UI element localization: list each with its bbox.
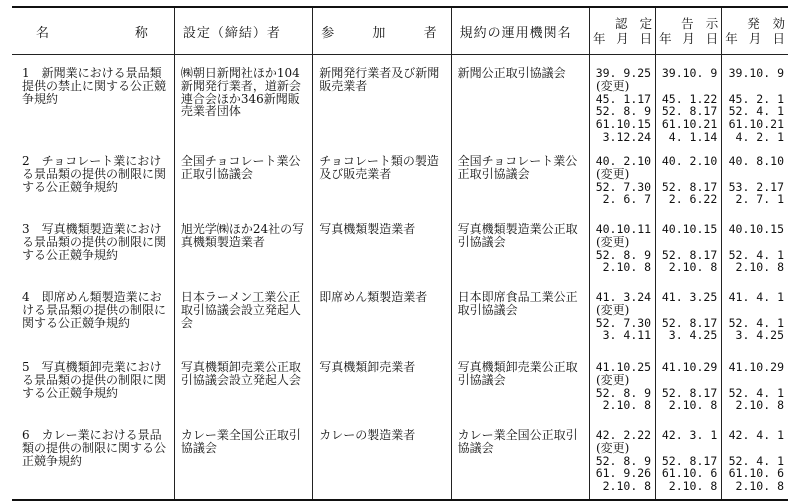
approved-date-cell: 40.10.11 (変更) 52. 8. 9 2.10. 8 bbox=[589, 217, 655, 285]
approved-date-cell: 41.10.25 (変更) 52. 8. 9 2.10. 8 bbox=[589, 355, 655, 423]
organization-cell: カレー業全国公正取引協議会 bbox=[451, 423, 589, 500]
setter-cell: 旭光学㈱ほか24社の写真機類製造業者 bbox=[174, 217, 312, 285]
header-organization: 規約の運用機関名 bbox=[451, 7, 589, 55]
rule-name: 2 チョコレート業における景品類の提供の制限に関する公正競争規約 bbox=[12, 149, 174, 217]
fair-competition-rules-table bbox=[12, 6, 788, 501]
setter-cell: 写真機類卸売業公正取引協議会設立発起人会 bbox=[174, 355, 312, 423]
announced-date-cell: 41.10.29 52. 8.17 2.10. 8 bbox=[656, 355, 722, 423]
header-row bbox=[12, 7, 788, 55]
setter-cell: カレー業全国公正取引協議会 bbox=[174, 423, 312, 500]
table-row bbox=[12, 355, 788, 423]
effective-date-cell: 39.10. 9 45. 2. 1 52. 4. 1 61.10.21 4. 2. 1 bbox=[722, 55, 788, 150]
header-approved-date: 認 定 年 月 日 bbox=[589, 7, 655, 55]
header-announced-date: 告 示 年 月 日 bbox=[656, 7, 722, 55]
organization-cell: 写真機類製造業公正取引協議会 bbox=[451, 217, 589, 285]
header-setter: 設定（締結）者 bbox=[174, 7, 312, 55]
rule-name: 4 即席めん類製造業における景品類の提供の制限に関する公正競争規約 bbox=[12, 285, 174, 355]
header-name: 名 称 bbox=[12, 7, 174, 55]
participants-cell: チョコレート類の製造及び販売業者 bbox=[313, 149, 451, 217]
participants-cell: 写真機類卸売業者 bbox=[313, 355, 451, 423]
table-row bbox=[12, 423, 788, 500]
organization-cell: 新聞公正取引協議会 bbox=[451, 55, 589, 150]
announced-date-cell: 40.10.15 52. 8.17 2.10. 8 bbox=[656, 217, 722, 285]
organization-cell: 写真機類卸売業公正取引協議会 bbox=[451, 355, 589, 423]
announced-date-cell: 42. 3. 1 52. 8.17 61.10. 6 2.10. 8 bbox=[656, 423, 722, 500]
setter-cell: 全国チョコレート業公正取引協議会 bbox=[174, 149, 312, 217]
effective-date-cell: 41. 4. 1 52. 4. 1 3. 4.25 bbox=[722, 285, 788, 355]
effective-date-cell: 40. 8.10 53. 2.17 2. 7. 1 bbox=[722, 149, 788, 217]
participants-cell: 新聞発行業者及び新聞販売業者 bbox=[313, 55, 451, 150]
effective-date-cell: 42. 4. 1 52. 4. 1 61.10. 6 2.10. 8 bbox=[722, 423, 788, 500]
rule-name: 3 写真機類製造業における景品類の提供の制限に関する公正競争規約 bbox=[12, 217, 174, 285]
table-row bbox=[12, 285, 788, 355]
table-row bbox=[12, 55, 788, 150]
announced-date-cell: 39.10. 9 45. 1.22 52. 8.17 61.10.21 4. 1.14 bbox=[656, 55, 722, 150]
participants-cell: 写真機類製造業者 bbox=[313, 217, 451, 285]
rule-name: 5 写真機類卸売業における景品類の提供の制限に関する公正競争規約 bbox=[12, 355, 174, 423]
document-page bbox=[12, 6, 788, 494]
rule-name: 1 新聞業における景品類提供の禁止に関する公正競争規約 bbox=[12, 55, 174, 150]
effective-date-cell: 40.10.15 52. 4. 1 2.10. 8 bbox=[722, 217, 788, 285]
approved-date-cell: 42. 2.22 (変更) 52. 8. 9 61. 9.26 2.10. 8 bbox=[589, 423, 655, 500]
setter-cell: ㈱朝日新聞社ほか104新聞発行業者，道新会連合会ほか346新聞販売業者団体 bbox=[174, 55, 312, 150]
announced-date-cell: 41. 3.25 52. 8.17 3. 4.25 bbox=[656, 285, 722, 355]
organization-cell: 全国チョコレート業公正取引協議会 bbox=[451, 149, 589, 217]
organization-cell: 日本即席食品工業公正取引協議会 bbox=[451, 285, 589, 355]
header-participants: 参 加 者 bbox=[313, 7, 451, 55]
setter-cell: 日本ラーメン工業公正取引協議会設立発起人会 bbox=[174, 285, 312, 355]
approved-date-cell: 39. 9.25 (変更) 45. 1.17 52. 8. 9 61.10.15 3.12.24 bbox=[589, 55, 655, 150]
table-row bbox=[12, 149, 788, 217]
announced-date-cell: 40. 2.10 52. 8.17 2. 6.22 bbox=[656, 149, 722, 217]
table-row bbox=[12, 217, 788, 285]
approved-date-cell: 40. 2.10 (変更) 52. 7.30 2. 6. 7 bbox=[589, 149, 655, 217]
rule-name: 6 カレー業における景品類の提供の制限に関する公正競争規約 bbox=[12, 423, 174, 500]
participants-cell: 即席めん類製造業者 bbox=[313, 285, 451, 355]
approved-date-cell: 41. 3.24 (変更) 52. 7.30 3. 4.11 bbox=[589, 285, 655, 355]
participants-cell: カレーの製造業者 bbox=[313, 423, 451, 500]
header-effective-date: 発 効 年 月 日 bbox=[722, 7, 788, 55]
effective-date-cell: 41.10.29 52. 4. 1 2.10. 8 bbox=[722, 355, 788, 423]
